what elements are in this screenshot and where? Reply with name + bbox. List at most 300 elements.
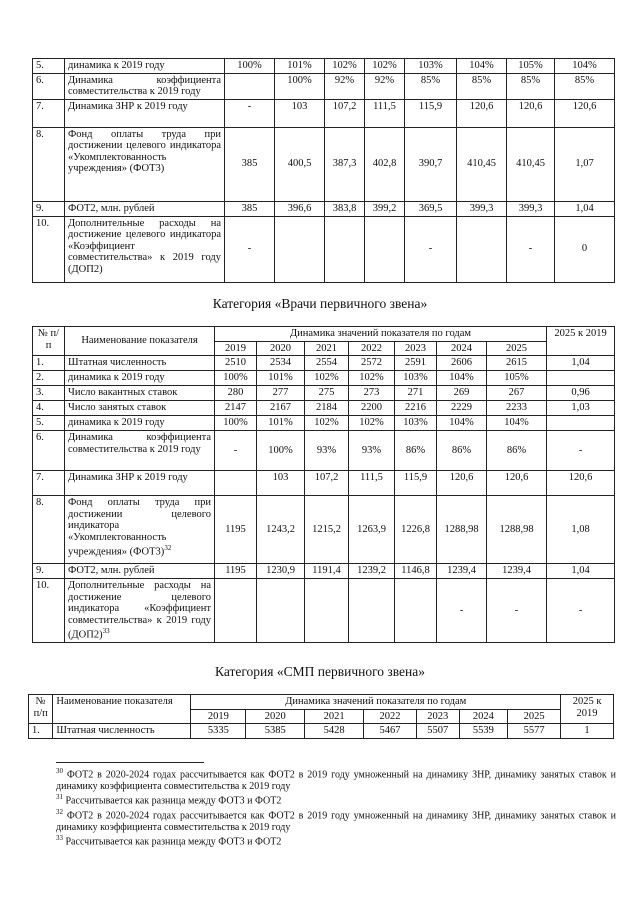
cell-text: 5385 — [264, 725, 286, 736]
table-row — [33, 564, 615, 579]
table-row — [33, 216, 615, 282]
cell-text: 2510 — [225, 357, 246, 368]
value-cell — [215, 496, 257, 564]
cell-text: 93% — [361, 444, 382, 456]
value-cell — [487, 416, 547, 431]
cell-text: 8. — [36, 128, 44, 140]
cell-text: 267 — [508, 387, 525, 398]
cell-text: 1243,2 — [266, 523, 295, 535]
footnotes — [56, 766, 616, 848]
table-row — [33, 371, 615, 386]
cell-text: 101% — [268, 417, 293, 428]
value-cell — [555, 127, 615, 201]
cell-text: 8. — [36, 497, 44, 508]
value-cell — [365, 59, 405, 74]
row-number-cell — [33, 59, 65, 74]
footnote-number: 30 — [56, 767, 63, 775]
cell-text: 102% — [332, 60, 357, 71]
indicator-name-cell — [65, 127, 225, 201]
table-row — [33, 416, 615, 431]
value-cell — [349, 431, 395, 471]
cell-text: 100% — [223, 417, 248, 428]
cell-text: Штатная численность — [68, 357, 167, 368]
value-cell — [257, 371, 305, 386]
value-cell — [405, 216, 457, 282]
value-cell — [257, 356, 305, 371]
cell-text: 0 — [581, 243, 588, 255]
value-cell — [395, 401, 437, 416]
value-cell — [305, 431, 349, 471]
cell-text: 280 — [227, 387, 244, 398]
cell-text: 102% — [372, 60, 397, 71]
cell-text: 1 — [584, 725, 590, 736]
table-row — [33, 401, 615, 416]
row-number-cell — [33, 564, 65, 579]
footnote-divider — [56, 762, 204, 763]
value-cell — [395, 371, 437, 386]
year-header: 2024 — [459, 709, 508, 724]
year-header: 2022 — [349, 341, 395, 356]
cell-text: 86% — [506, 444, 527, 456]
cell-text: 2184 — [316, 402, 337, 413]
row-number-cell — [33, 356, 65, 371]
cell-text: 369,5 — [418, 202, 443, 214]
value-cell — [487, 579, 547, 643]
footnote-ref: 32 — [164, 544, 172, 552]
cell-text: 1263,9 — [357, 523, 386, 535]
cell-text: 5507 — [427, 725, 449, 736]
cell-text: 103% — [418, 60, 443, 71]
cell-text: - — [233, 444, 238, 456]
value-cell — [547, 356, 615, 371]
cell-text: 399,3 — [518, 202, 543, 214]
value-cell — [215, 416, 257, 431]
footnote-text: Рассчитывается как разница между ФОТ3 и ФОТ2 — [63, 836, 282, 848]
cell-text: 9. — [36, 202, 44, 214]
indicator-name-cell — [65, 73, 225, 99]
value-cell — [487, 431, 547, 471]
row-number-cell — [33, 471, 65, 496]
cell-text: 85% — [574, 74, 595, 86]
value-cell — [437, 564, 487, 579]
value-cell — [349, 496, 395, 564]
value-cell — [405, 201, 457, 216]
cell-text: 1,04 — [571, 357, 590, 368]
value-cell — [191, 724, 246, 739]
value-cell — [305, 471, 349, 496]
nurses-table — [28, 694, 614, 739]
cell-text: 1,04 — [575, 202, 594, 214]
cell-text: - — [459, 604, 464, 616]
cell-text: 86% — [405, 444, 426, 456]
cell-text: 100% — [268, 444, 293, 456]
cell-text: 1. — [36, 357, 44, 368]
cell-text: 105% — [504, 372, 529, 383]
value-cell — [405, 99, 457, 127]
cell-text: Штатная численность — [56, 725, 155, 736]
cell-text: 120,6 — [572, 100, 597, 112]
value-cell — [457, 216, 507, 282]
value-cell — [215, 564, 257, 579]
cell-text: 2554 — [316, 357, 337, 368]
value-cell — [405, 73, 457, 99]
value-cell — [437, 416, 487, 431]
table1-body — [33, 59, 615, 283]
row-number-cell — [33, 431, 65, 471]
value-cell — [325, 216, 365, 282]
table3-body — [29, 724, 614, 739]
value-cell — [405, 59, 457, 74]
cell-text: Динамика коэффициента совместительства к 2019 году — [68, 432, 211, 455]
cell-text: 107,2 — [314, 472, 339, 483]
cell-text: 6. — [36, 74, 44, 86]
value-cell — [215, 371, 257, 386]
cell-text: 86% — [451, 444, 472, 456]
value-cell — [365, 201, 405, 216]
value-cell — [349, 401, 395, 416]
cell-text: 103% — [403, 417, 428, 428]
value-cell — [547, 471, 615, 496]
cell-text: 2167 — [270, 402, 291, 413]
row-number-cell — [33, 416, 65, 431]
cell-text: 115,9 — [418, 100, 443, 112]
value-cell — [225, 99, 275, 127]
value-cell — [395, 386, 437, 401]
cell-text: 92% — [374, 74, 395, 86]
value-cell — [257, 471, 305, 496]
cell-text: - — [514, 604, 519, 616]
cell-text: Динамика коэффициента совместительства к 2019 году — [68, 74, 221, 97]
cell-text: 1195 — [225, 565, 246, 576]
cell-text: 102% — [314, 372, 339, 383]
cell-text: 100% — [287, 74, 312, 86]
cell-text: 1146,8 — [401, 565, 430, 576]
cell-text: 2591 — [405, 357, 426, 368]
value-cell — [437, 496, 487, 564]
doctors-table — [32, 326, 615, 643]
value-cell — [215, 386, 257, 401]
table-row — [33, 201, 615, 216]
cell-text: 101% — [268, 372, 293, 383]
cell-text: 100% — [237, 60, 262, 71]
year-header: 2024 — [437, 341, 487, 356]
year-header: 2025 — [487, 341, 547, 356]
value-cell — [325, 201, 365, 216]
value-cell — [225, 201, 275, 216]
row-number-cell — [33, 201, 65, 216]
indicator-name-cell — [65, 356, 215, 371]
value-cell — [215, 579, 257, 643]
value-cell — [349, 471, 395, 496]
indicator-name-cell — [65, 216, 225, 282]
year-header: 2021 — [305, 341, 349, 356]
value-cell — [555, 73, 615, 99]
indicator-name-cell — [65, 99, 225, 127]
cell-text: Число занятых ставок — [68, 402, 167, 413]
year-header: 2023 — [395, 341, 437, 356]
cell-text: 7. — [36, 472, 44, 483]
cell-text: 5577 — [523, 725, 545, 736]
value-cell — [305, 401, 349, 416]
cell-text: - — [428, 243, 433, 255]
value-cell — [487, 371, 547, 386]
value-cell — [507, 201, 555, 216]
cell-text: 2147 — [225, 402, 246, 413]
cell-text: 2. — [36, 372, 44, 383]
row-number-cell — [33, 73, 65, 99]
row-number-cell — [33, 579, 65, 643]
cell-text: 1,04 — [571, 565, 590, 576]
cell-text: 385 — [241, 202, 258, 214]
value-cell — [457, 127, 507, 201]
cell-text: динамика к 2019 году — [68, 60, 165, 71]
indicator-name-cell — [65, 431, 215, 471]
value-cell — [305, 724, 364, 739]
cell-text: 120,6 — [518, 100, 543, 112]
value-cell — [305, 356, 349, 371]
cell-text: 120,6 — [469, 100, 494, 112]
cell-text: 7. — [36, 100, 44, 112]
value-cell — [215, 431, 257, 471]
value-cell — [257, 496, 305, 564]
cell-text: 2615 — [506, 357, 528, 368]
year-header: 2025 — [508, 709, 561, 724]
value-cell — [349, 371, 395, 386]
value-cell — [547, 386, 615, 401]
footnote — [56, 833, 616, 848]
cell-text: - — [247, 243, 252, 255]
value-cell — [457, 99, 507, 127]
value-cell — [487, 386, 547, 401]
year-header: 2021 — [305, 709, 364, 724]
table2-body — [33, 356, 615, 643]
value-cell — [257, 401, 305, 416]
indicator-name-cell — [65, 371, 215, 386]
value-cell — [437, 386, 487, 401]
footnote — [56, 807, 616, 833]
cell-text: 1195 — [225, 523, 246, 535]
header-last: 2025 к 2019 — [561, 695, 614, 724]
footnote-number: 31 — [56, 793, 63, 802]
cell-text: 1239,4 — [447, 565, 476, 576]
value-cell — [457, 73, 507, 99]
cell-text: 105% — [518, 60, 543, 71]
value-cell — [365, 216, 405, 282]
value-cell — [507, 99, 555, 127]
row-number-cell — [33, 99, 65, 127]
cell-text: 102% — [314, 417, 339, 428]
cell-text: - — [528, 243, 533, 255]
cell-text: 2233 — [506, 402, 528, 413]
cell-text: 103 — [291, 100, 308, 112]
cell-text: 400,5 — [287, 158, 312, 170]
cell-text: ФОТ2, млн. рублей — [68, 202, 155, 214]
cell-text: 1191,4 — [312, 565, 341, 576]
header-name: Наименование показателя — [65, 327, 215, 356]
value-cell — [487, 471, 547, 496]
header-num: № п/п — [33, 327, 65, 356]
value-cell — [395, 416, 437, 431]
cell-text: 107,2 — [332, 100, 357, 112]
value-cell — [547, 579, 615, 643]
value-cell — [437, 401, 487, 416]
cell-text: 396,6 — [287, 202, 312, 214]
value-cell — [257, 431, 305, 471]
value-cell — [275, 127, 325, 201]
value-cell — [275, 99, 325, 127]
cell-text: 271 — [407, 387, 424, 398]
value-cell — [395, 564, 437, 579]
footnote-ref: 33 — [102, 627, 110, 635]
value-cell — [457, 59, 507, 74]
cell-text: 2229 — [451, 402, 472, 413]
table-row — [33, 431, 615, 471]
value-cell — [457, 201, 507, 216]
cell-text: 1239,2 — [357, 565, 386, 576]
cell-text: 3. — [36, 387, 44, 398]
cell-text: 102% — [359, 372, 384, 383]
cell-text: 5428 — [323, 725, 345, 736]
cell-text: Фонд оплаты труда при достижении целевого индикатора «Укомплектованность учреждения» (ФОТ3) — [68, 497, 211, 558]
cell-text: 2572 — [361, 357, 382, 368]
cell-text: 2200 — [361, 402, 382, 413]
cell-text: 273 — [363, 387, 380, 398]
cell-text: 111,5 — [373, 100, 396, 112]
cell-text: 1,08 — [571, 523, 590, 535]
cell-text: 100% — [223, 372, 248, 383]
footnote-number: 33 — [56, 834, 63, 843]
cell-text: Дополнительные расходы на достижение целевого индикатора «Коэффициент совместительства» к 2019 году (ДОП2) — [68, 580, 211, 641]
cell-text: 120,6 — [568, 472, 593, 483]
cell-text: 269 — [453, 387, 470, 398]
cell-text: 2534 — [270, 357, 291, 368]
value-cell — [437, 471, 487, 496]
value-cell — [437, 431, 487, 471]
cell-text: - — [578, 444, 583, 456]
table-header-row — [29, 695, 614, 710]
value-cell — [305, 371, 349, 386]
value-cell — [459, 724, 508, 739]
value-cell — [225, 59, 275, 74]
row-number-cell — [33, 496, 65, 564]
header-dynamics: Динамика значений показателя по годам — [191, 695, 561, 710]
cell-text: 104% — [449, 417, 474, 428]
table-row — [33, 59, 615, 74]
table-row — [33, 127, 615, 201]
cell-text: Фонд оплаты труда при достижении целевого индикатора «Укомплектованность учреждения» (ФОТ3) — [68, 128, 221, 174]
value-cell — [437, 579, 487, 643]
value-cell — [275, 201, 325, 216]
value-cell — [507, 216, 555, 282]
value-cell — [257, 416, 305, 431]
cell-text: 103% — [403, 372, 428, 383]
cell-text: - — [247, 100, 252, 112]
indicator-name-cell — [65, 496, 215, 564]
value-cell — [507, 59, 555, 74]
table-row — [33, 386, 615, 401]
cell-text: 385 — [241, 158, 258, 170]
value-cell — [487, 496, 547, 564]
value-cell — [215, 401, 257, 416]
cell-text: 383,8 — [332, 202, 357, 214]
cell-text: динамика к 2019 году — [68, 372, 165, 383]
cell-text: 92% — [334, 74, 355, 86]
cell-text: 1,07 — [575, 158, 594, 170]
footnote-number: 32 — [56, 807, 63, 816]
value-cell — [275, 216, 325, 282]
table-header-row — [33, 327, 615, 342]
row-number-cell — [33, 371, 65, 386]
cell-text: 85% — [471, 74, 492, 86]
value-cell — [257, 579, 305, 643]
table-continuation — [32, 58, 615, 283]
table-row — [29, 724, 614, 739]
value-cell — [305, 564, 349, 579]
cell-text: динамика к 2019 году — [68, 417, 165, 428]
value-cell — [365, 127, 405, 201]
cell-text: Динамика ЗНР к 2019 году — [68, 472, 188, 483]
value-cell — [508, 724, 561, 739]
value-cell — [349, 579, 395, 643]
cell-text: Динамика ЗНР к 2019 году — [68, 100, 188, 112]
table-row — [33, 99, 615, 127]
cell-text: 120,6 — [504, 472, 529, 483]
value-cell — [305, 386, 349, 401]
cell-text: 1215,2 — [312, 523, 341, 535]
cell-text: 402,8 — [372, 158, 397, 170]
cell-text: ФОТ2, млн. рублей — [68, 565, 155, 576]
year-header: 2020 — [257, 341, 305, 356]
value-cell — [437, 356, 487, 371]
cell-text: 275 — [318, 387, 335, 398]
cell-text: 1226,8 — [401, 523, 430, 535]
cell-text: 104% — [469, 60, 494, 71]
year-header: 2023 — [416, 709, 459, 724]
cell-text: 277 — [272, 387, 289, 398]
cell-text: 1288,98 — [499, 523, 534, 535]
footnote — [56, 792, 616, 807]
category-title: Категория «СМП первичного звена» — [215, 664, 425, 679]
cell-text: 85% — [420, 74, 441, 86]
year-header: 2019 — [215, 341, 257, 356]
table-row — [33, 579, 615, 643]
table-row — [33, 73, 615, 99]
row-number-cell — [33, 216, 65, 282]
value-cell — [547, 564, 615, 579]
cell-text: 104% — [449, 372, 474, 383]
value-cell — [507, 73, 555, 99]
value-cell — [257, 564, 305, 579]
value-cell — [555, 201, 615, 216]
indicator-name-cell — [65, 201, 225, 216]
value-cell — [325, 59, 365, 74]
value-cell — [215, 471, 257, 496]
value-cell — [555, 216, 615, 282]
cell-text: 102% — [359, 417, 384, 428]
cell-text: 2216 — [405, 402, 426, 413]
cell-text: 5539 — [472, 725, 494, 736]
cell-text: 10. — [36, 580, 50, 591]
cell-text: 410,45 — [516, 158, 545, 170]
value-cell — [349, 416, 395, 431]
cell-text: 1230,9 — [266, 565, 295, 576]
value-cell — [547, 431, 615, 471]
value-cell — [305, 579, 349, 643]
cell-text: 103 — [272, 472, 289, 483]
cell-text: 5335 — [207, 725, 229, 736]
row-number-cell — [33, 127, 65, 201]
header-name: Наименование показателя — [53, 695, 191, 724]
